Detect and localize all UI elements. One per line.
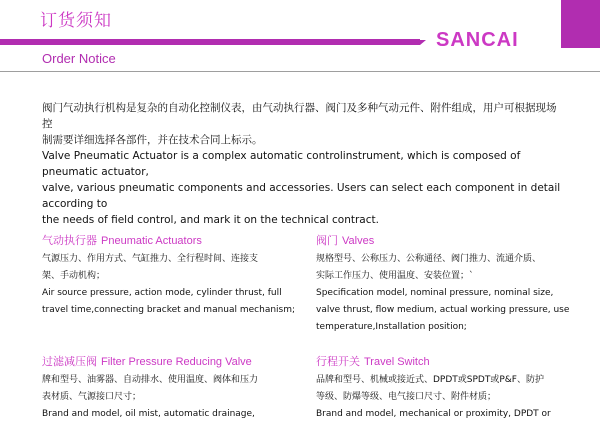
section-title — [316, 233, 556, 249]
intro-paragraph — [42, 100, 562, 228]
section-line: 气源压力、作用方式、气缸推力、全行程时间、连接支 — [42, 254, 259, 264]
section-line: 牌和型号、油雾器、自动排水、使用温度、阀体和压力 — [42, 375, 259, 385]
section-line: Air source pressure, action mode, cylinder thrust, full — [42, 288, 282, 298]
section-line: 表材质、气源接口尺寸； — [42, 392, 142, 402]
section-line: Brand and model, oil mist, automatic drainage, — [42, 409, 255, 419]
section-title — [42, 354, 282, 370]
section-title-en: Filter Pressure Reducing Valve — [101, 356, 252, 368]
section-line: 架、手动机构； — [42, 271, 106, 281]
section-valves — [316, 233, 570, 336]
section-title-cn: 气动执行器 — [42, 234, 97, 247]
section-line: Specification model, nominal pressure, nominal size, — [316, 288, 554, 298]
brand-logo: SANCAI — [436, 29, 519, 51]
section-line: 实际工作压力、使用温度、安装位置；` — [316, 271, 474, 281]
intro-line: Valve Pneumatic Actuator is a complex automatic controlinstrument, which is composed of pneumatic actuator, — [42, 150, 521, 178]
section-line: temperature,Installation position; — [316, 322, 467, 332]
header-accent-bar — [0, 39, 420, 45]
header-accent-bar-tail — [420, 40, 426, 45]
section-line: Brand and model, mechanical or proximity, DPDT or — [316, 409, 551, 419]
page-subtitle: Order Notice — [42, 51, 116, 66]
section-pneumatic-actuators — [42, 233, 296, 319]
intro-line: 阀门气动执行机构是复杂的自动化控制仪表，由气动执行器、阀门及多种气动元件、附件组成，用户可根据现场控 — [42, 102, 557, 130]
section-title — [316, 354, 556, 370]
section-title-cn: 过滤减压阀 — [42, 355, 97, 368]
header-divider — [0, 71, 600, 72]
section-line: 等级、防爆等级、电气接口尺寸、附件材质； — [316, 392, 497, 402]
section-line: travel time,connecting bracket and manual mechanism; — [42, 305, 296, 315]
intro-line: 制需要详细选择各部件，并在技术合同上标示。 — [42, 134, 263, 146]
page-title-chinese: 订货须知 — [40, 11, 112, 31]
section-title-cn: 行程开关 — [316, 355, 360, 368]
section-title-en: Valves — [342, 235, 375, 247]
section-line: 品牌和型号、机械或接近式、DPDT或SPDT或P&F、防护 — [316, 375, 544, 385]
section-line: 规格型号、公称压力、公称通径、阀门推力、流通介质、 — [316, 254, 542, 264]
section-travel-switch — [316, 354, 556, 423]
intro-line: valve, various pneumatic components and accessories. Users can select each component in detail according to — [42, 182, 561, 210]
intro-line: the needs of field control, and mark it on the technical contract. — [42, 214, 379, 226]
section-title-en: Travel Switch — [364, 356, 430, 368]
section-filter-pressure-reducing-valve — [42, 354, 282, 423]
section-title — [42, 233, 282, 249]
section-line: valve thrust, flow medium, actual working pressure, use — [316, 305, 570, 315]
section-title-cn: 阀门 — [316, 234, 338, 247]
section-title-en: Pneumatic Actuators — [101, 235, 202, 247]
corner-accent-block — [561, 0, 600, 48]
